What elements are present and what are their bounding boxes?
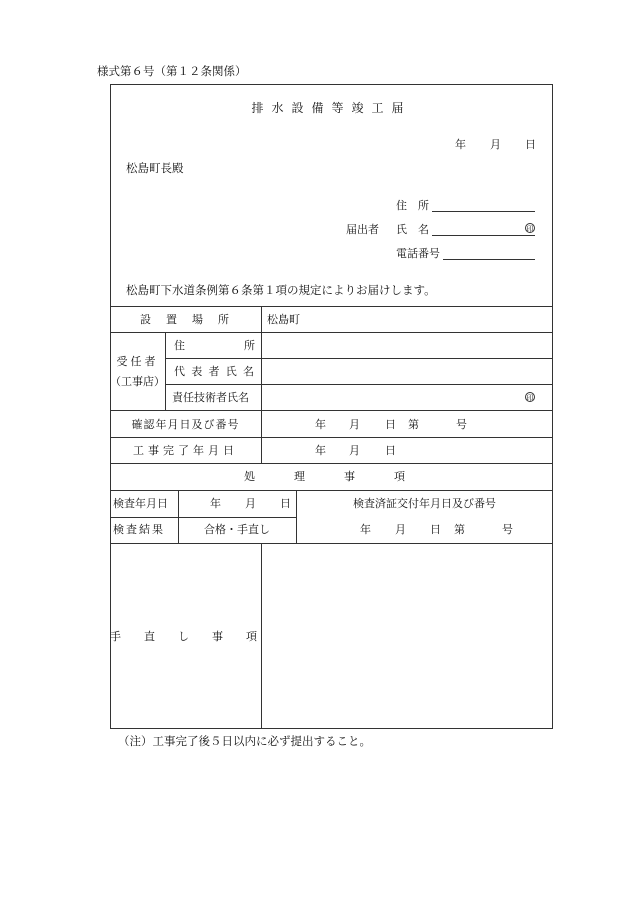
- certificate-label: 検査済証交付年月日及び番号: [353, 497, 496, 510]
- rework-field[interactable]: [263, 546, 551, 726]
- contractor-address-field[interactable]: [263, 334, 551, 356]
- divider: [165, 358, 553, 359]
- rework-label: 手 直 し 事 項: [110, 630, 263, 643]
- completion-day: 日: [385, 444, 396, 457]
- divider: [110, 437, 553, 438]
- confirmation-day: 日: [385, 418, 396, 431]
- inspection-result-label: 検査結果: [113, 523, 165, 536]
- statement: 松島町下水道条例第６条第１項の規定によりお届けします。: [126, 283, 436, 297]
- certificate-month: 月: [395, 523, 406, 536]
- submitter-label: 届出者: [346, 223, 379, 236]
- completion-label: 工事完了年月日: [133, 444, 238, 457]
- addressee: 松島町長殿: [126, 161, 184, 175]
- contractor-address-label: 住 所: [174, 339, 255, 352]
- completion-year: 年: [315, 444, 326, 457]
- divider: [110, 332, 553, 333]
- divider: [110, 410, 553, 411]
- date-day-label: 日: [525, 138, 536, 151]
- divider: [110, 490, 553, 491]
- inspection-day: 日: [280, 497, 291, 510]
- divider: [165, 332, 166, 410]
- completion-month: 月: [349, 444, 360, 457]
- inspection-date-label: 検査年月日: [113, 497, 168, 510]
- applicant-address-label: 住 所: [396, 199, 429, 212]
- inspection-month: 月: [245, 497, 256, 510]
- divider: [110, 543, 553, 544]
- confirmation-dai: 第: [408, 418, 419, 431]
- form-number-label: 様式第６号（第１２条関係）: [97, 64, 247, 78]
- certificate-day: 日: [430, 523, 441, 536]
- divider: [110, 517, 297, 518]
- contractor-sublabel: （工事店）: [110, 375, 165, 388]
- inspection-year: 年: [210, 497, 221, 510]
- confirmation-label: 確認年月日及び番号: [131, 418, 240, 431]
- date-month-label: 月: [490, 138, 501, 151]
- contractor-engineer-label: 責任技術者氏名: [172, 391, 249, 404]
- confirmation-go: 号: [456, 418, 467, 431]
- date-year-label: 年: [455, 138, 466, 151]
- certificate-dai: 第: [454, 523, 465, 536]
- divider: [178, 490, 179, 543]
- applicant-phone-label: 電話番号: [396, 247, 440, 260]
- contractor-rep-field[interactable]: [263, 360, 551, 382]
- applicant-phone-line[interactable]: [443, 259, 535, 260]
- confirmation-year: 年: [315, 418, 326, 431]
- contractor-label: 受任者: [116, 355, 159, 368]
- footnote: （注）工事完了後５日以内に必ず提出すること。: [118, 734, 371, 748]
- divider: [165, 384, 553, 385]
- certificate-year: 年: [360, 523, 371, 536]
- certificate-go: 号: [502, 523, 513, 536]
- seal-mark-applicant: 印: [526, 225, 534, 233]
- divider: [110, 463, 553, 464]
- applicant-name-label: 氏 名: [396, 223, 429, 236]
- applicant-address-line[interactable]: [432, 211, 535, 212]
- contractor-rep-label: 代表者氏名: [174, 365, 255, 378]
- form-title: 排水設備等竣工届: [251, 101, 412, 115]
- divider: [261, 306, 262, 463]
- divider: [110, 306, 553, 307]
- confirmation-month: 月: [349, 418, 360, 431]
- contractor-engineer-field[interactable]: [263, 386, 521, 408]
- location-value[interactable]: 松島町: [267, 313, 300, 326]
- inspection-result-value[interactable]: 合格・手直し: [204, 523, 270, 536]
- seal-mark-engineer: 印: [526, 394, 534, 402]
- processing-header: 処 理 事 項: [244, 470, 419, 483]
- location-label: 設 置 場 所: [140, 313, 231, 326]
- applicant-name-line[interactable]: [432, 235, 535, 236]
